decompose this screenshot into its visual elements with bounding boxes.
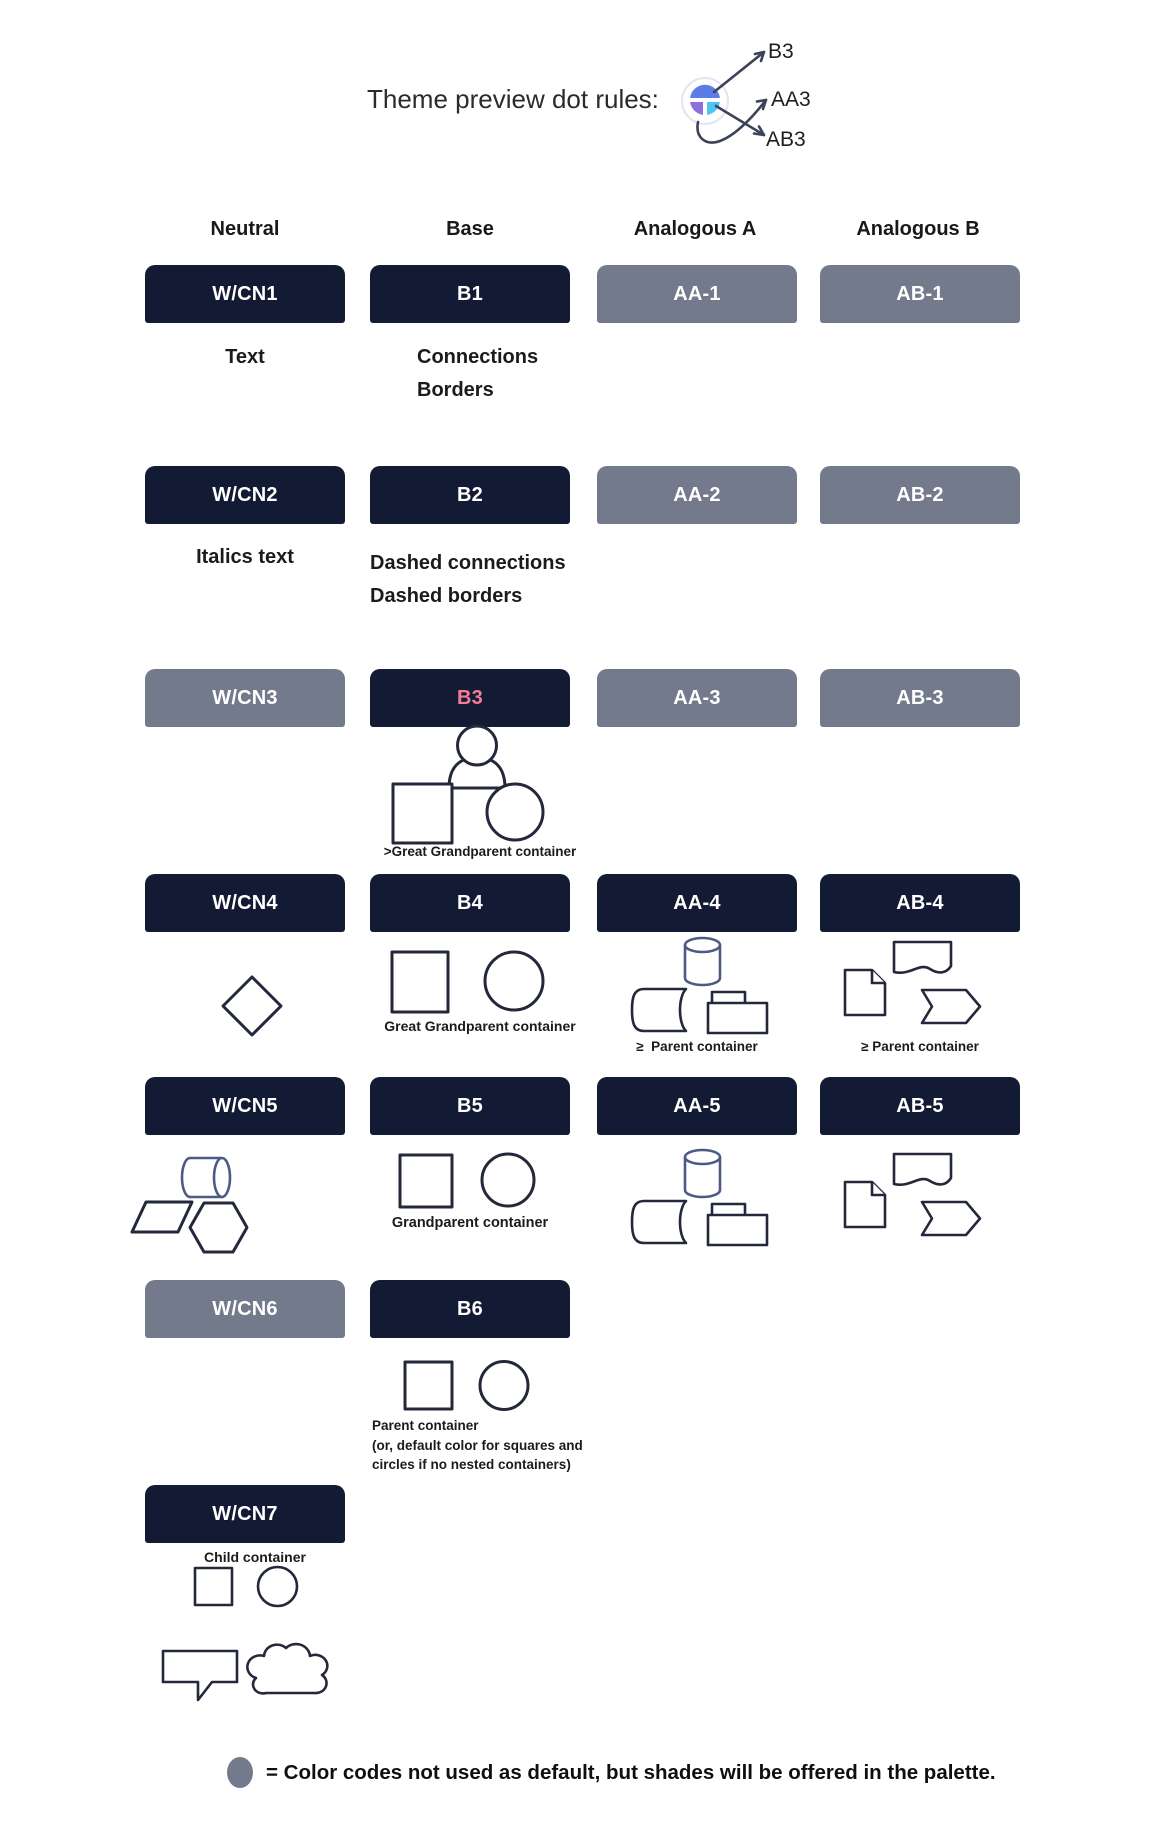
swatch-aa5: AA-5	[597, 1077, 797, 1135]
swatch-b5: B5	[370, 1077, 570, 1135]
square-circle-shapes-icon	[388, 949, 553, 1015]
note-gt-great-grandparent: >Great Grandparent container	[383, 844, 577, 859]
swatch-b1: B1	[370, 265, 570, 323]
note-parent	[372, 1416, 583, 1475]
hcylinder-parallelogram-hexagon-shapes-icon	[128, 1152, 253, 1257]
note-grandparent: Grandparent container	[391, 1215, 549, 1231]
person-square-circle-shapes-icon	[385, 724, 555, 846]
document-torn-chevron-shapes-icon	[842, 936, 984, 1028]
swatch-ab4: AB-4	[820, 874, 1020, 932]
swatch-wcn1: W/CN1	[145, 265, 345, 323]
legend-text: = Color codes not used as default, but shades will be offered in the palette.	[266, 1761, 996, 1784]
swatch-wcn6: W/CN6	[145, 1280, 345, 1338]
note-child-container: Child container	[204, 1549, 306, 1565]
note-connections: Connections	[417, 346, 539, 368]
column-header-neutral: Neutral	[210, 218, 280, 240]
swatch-ab3: AB-3	[820, 669, 1020, 727]
swatch-wcn5: W/CN5	[145, 1077, 345, 1135]
swatch-aa4: AA-4	[597, 874, 797, 932]
note-dashed-borders: Dashed borders	[370, 585, 523, 607]
swatch-ab2: AB-2	[820, 466, 1020, 524]
note-dashed-connections: Dashed connections	[370, 552, 566, 574]
dot-rule-label-b3: B3	[768, 40, 794, 63]
legend-dot-icon	[227, 1757, 253, 1788]
column-header-analogous-a: Analogous A	[633, 218, 757, 240]
swatch-b3	[370, 669, 570, 727]
swatch-aa1: AA-1	[597, 265, 797, 323]
note-italics-text: Italics text	[196, 546, 294, 568]
swatch-wcn3: W/CN3	[145, 669, 345, 727]
swatch-ab1: AB-1	[820, 265, 1020, 323]
note-parent-line2: (or, default color for squares and	[372, 1437, 583, 1453]
swatch-aa2: AA-2	[597, 466, 797, 524]
dot-rule-label-aa3: AA3	[771, 88, 811, 111]
swatch-wcn2: W/CN2	[145, 466, 345, 524]
swatch-b4: B4	[370, 874, 570, 932]
note-great-grandparent: Great Grandparent container	[384, 1018, 576, 1034]
swatch-ab5: AB-5	[820, 1077, 1020, 1135]
swatch-wcn4: W/CN4	[145, 874, 345, 932]
swatch-aa3: AA-3	[597, 669, 797, 727]
speech-bubble-cloud-shapes-icon	[158, 1640, 338, 1705]
swatch-b2: B2	[370, 466, 570, 524]
document-torn-chevron-shapes-icon	[842, 1148, 984, 1240]
diamond-shape-icon	[220, 974, 284, 1038]
note-borders: Borders	[417, 379, 494, 401]
square-circle-shapes-icon	[402, 1359, 532, 1412]
note-text: Text	[225, 346, 265, 368]
note-gte-parent-aa: ≥ Parent container	[636, 1039, 758, 1054]
square-circle-shapes-icon	[192, 1564, 302, 1609]
swatch-wcn7: W/CN7	[145, 1485, 345, 1543]
page-title: Theme preview dot rules:	[367, 84, 659, 114]
dot-rule-label-ab3: AB3	[766, 128, 806, 151]
swatch-b6: B6	[370, 1280, 570, 1338]
square-circle-shapes-icon	[396, 1152, 541, 1210]
note-parent-line3: circles if no nested containers)	[372, 1457, 571, 1472]
note-gte-parent-ab: ≥ Parent container	[861, 1039, 979, 1054]
swatch-b3-label: B3	[457, 686, 483, 709]
note-dashed	[370, 547, 566, 613]
note-parent-line1: Parent container	[372, 1418, 479, 1433]
column-header-analogous-b: Analogous B	[856, 218, 980, 240]
cylinder-storeddata-card-shapes-icon	[628, 934, 773, 1036]
note-connections-borders	[417, 341, 538, 407]
column-header-base: Base	[446, 218, 494, 240]
cylinder-storeddata-card-shapes-icon	[628, 1146, 773, 1248]
